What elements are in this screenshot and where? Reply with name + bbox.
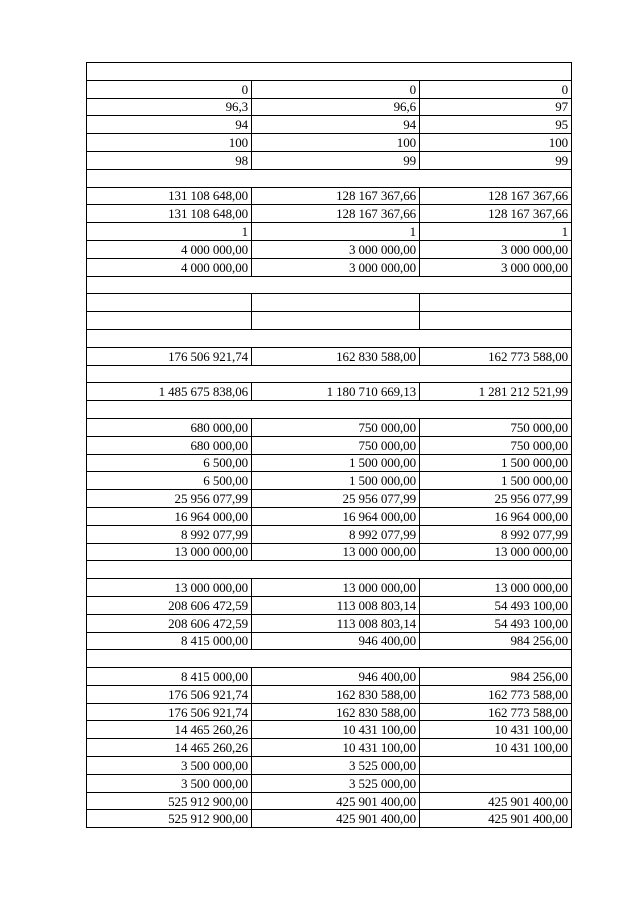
table-cell-col-1 bbox=[87, 561, 252, 579]
table-cell-col-1: 8 992 077,99 bbox=[87, 525, 252, 543]
table-row bbox=[87, 757, 572, 775]
table-cell-col-2: 128 167 367,66 bbox=[252, 187, 420, 205]
table-cell-col-2: 1 500 000,00 bbox=[252, 454, 420, 472]
table-cell-col-2: 13 000 000,00 bbox=[252, 579, 420, 597]
table-cell-col-3 bbox=[420, 774, 572, 792]
table-row bbox=[87, 258, 572, 276]
table-cell-col-1: 4 000 000,00 bbox=[87, 240, 252, 258]
table-cell-col-3: 425 901 400,00 bbox=[420, 792, 572, 810]
table-cell-col-2: 3 000 000,00 bbox=[252, 240, 420, 258]
table-cell-col-1 bbox=[87, 365, 252, 383]
table-cell-col-1: 525 912 900,00 bbox=[87, 792, 252, 810]
table-cell-col-2: 750 000,00 bbox=[252, 436, 420, 454]
table-cell-col-1 bbox=[87, 169, 252, 187]
table-cell-col-1: 680 000,00 bbox=[87, 418, 252, 436]
table-cell-col-3: 3 000 000,00 bbox=[420, 240, 572, 258]
table-cell-col-1: 98 bbox=[87, 151, 252, 169]
table-cell-col-2: 750 000,00 bbox=[252, 418, 420, 436]
table-cell-col-3 bbox=[420, 561, 572, 579]
table-row bbox=[87, 668, 572, 686]
table-spacer-row bbox=[87, 650, 572, 668]
table-cell-col-3: 16 964 000,00 bbox=[420, 507, 572, 525]
table-cell-col-1 bbox=[87, 312, 252, 330]
table-row bbox=[87, 721, 572, 739]
table-cell-col-3: 13 000 000,00 bbox=[420, 543, 572, 561]
table-cell-col-2 bbox=[252, 561, 420, 579]
table-cell-col-1 bbox=[87, 650, 252, 668]
table-cell-col-2: 94 bbox=[252, 116, 420, 134]
table-row bbox=[87, 632, 572, 650]
table-cell-col-3: 54 493 100,00 bbox=[420, 614, 572, 632]
table-row bbox=[87, 418, 572, 436]
table-cell-col-3 bbox=[420, 294, 572, 312]
table-cell-col-1: 131 108 648,00 bbox=[87, 205, 252, 223]
table-cell-col-3 bbox=[420, 401, 572, 419]
table-row bbox=[87, 187, 572, 205]
table-cell-col-3 bbox=[420, 650, 572, 668]
table-row bbox=[87, 739, 572, 757]
table-cell-col-3: 10 431 100,00 bbox=[420, 739, 572, 757]
table-cell-col-2 bbox=[252, 169, 420, 187]
table-cell-col-1 bbox=[87, 294, 252, 312]
table-cell-col-3: 162 773 588,00 bbox=[420, 703, 572, 721]
table-cell-col-2: 100 bbox=[252, 134, 420, 152]
table-spacer-row bbox=[87, 329, 572, 347]
table-cell-col-2: 1 bbox=[252, 223, 420, 241]
table-row bbox=[87, 774, 572, 792]
table-cell-col-3: 54 493 100,00 bbox=[420, 596, 572, 614]
table-cell-col-2 bbox=[252, 329, 420, 347]
table-cell-col-3: 162 773 588,00 bbox=[420, 685, 572, 703]
table-row bbox=[87, 240, 572, 258]
table-row bbox=[87, 507, 572, 525]
table-row bbox=[87, 525, 572, 543]
table-cell-col-1: 14 465 260,26 bbox=[87, 739, 252, 757]
data-table bbox=[86, 62, 572, 828]
table-row bbox=[87, 294, 572, 312]
table-row bbox=[87, 490, 572, 508]
table-cell-col-2: 3 525 000,00 bbox=[252, 757, 420, 775]
table-row bbox=[87, 205, 572, 223]
table-cell-col-1: 96,3 bbox=[87, 98, 252, 116]
table-cell-col-3: 984 256,00 bbox=[420, 632, 572, 650]
table-cell-col-3 bbox=[420, 63, 572, 81]
table-row bbox=[87, 134, 572, 152]
table-row bbox=[87, 151, 572, 169]
table-cell-col-2: 25 956 077,99 bbox=[252, 490, 420, 508]
table-cell-col-1: 176 506 921,74 bbox=[87, 347, 252, 365]
table-cell-col-1: 208 606 472,59 bbox=[87, 596, 252, 614]
table-row bbox=[87, 347, 572, 365]
table-cell-col-1: 1 485 675 838,06 bbox=[87, 383, 252, 401]
table-cell-col-2: 10 431 100,00 bbox=[252, 721, 420, 739]
table-cell-col-2: 99 bbox=[252, 151, 420, 169]
table-row bbox=[87, 312, 572, 330]
table-cell-col-3: 750 000,00 bbox=[420, 418, 572, 436]
table-header-row bbox=[87, 63, 572, 81]
table-cell-col-2: 0 bbox=[252, 80, 420, 98]
table-cell-col-2 bbox=[252, 63, 420, 81]
table-cell-col-3 bbox=[420, 365, 572, 383]
table-cell-col-2: 16 964 000,00 bbox=[252, 507, 420, 525]
table-cell-col-1: 8 415 000,00 bbox=[87, 668, 252, 686]
table-cell-col-1: 6 500,00 bbox=[87, 472, 252, 490]
table-cell-col-2: 946 400,00 bbox=[252, 668, 420, 686]
table-cell-col-3: 750 000,00 bbox=[420, 436, 572, 454]
table-cell-col-1 bbox=[87, 276, 252, 294]
table-cell-col-3: 8 992 077,99 bbox=[420, 525, 572, 543]
table-row bbox=[87, 596, 572, 614]
table-cell-col-2: 8 992 077,99 bbox=[252, 525, 420, 543]
table-cell-col-1 bbox=[87, 401, 252, 419]
table-cell-col-2: 10 431 100,00 bbox=[252, 739, 420, 757]
table-cell-col-1: 16 964 000,00 bbox=[87, 507, 252, 525]
table-cell-col-1: 94 bbox=[87, 116, 252, 134]
table-body bbox=[87, 63, 572, 828]
table-cell-col-3 bbox=[420, 276, 572, 294]
table-cell-col-2: 1 180 710 669,13 bbox=[252, 383, 420, 401]
table-cell-col-2: 3 525 000,00 bbox=[252, 774, 420, 792]
table-cell-col-2: 425 901 400,00 bbox=[252, 792, 420, 810]
table-cell-col-3 bbox=[420, 757, 572, 775]
table-cell-col-1: 208 606 472,59 bbox=[87, 614, 252, 632]
table-cell-col-1: 0 bbox=[87, 80, 252, 98]
table-row bbox=[87, 810, 572, 828]
table-cell-col-1: 8 415 000,00 bbox=[87, 632, 252, 650]
table-cell-col-1: 176 506 921,74 bbox=[87, 703, 252, 721]
table-cell-col-1: 1 bbox=[87, 223, 252, 241]
table-cell-col-1: 13 000 000,00 bbox=[87, 579, 252, 597]
table-cell-col-2: 162 830 588,00 bbox=[252, 347, 420, 365]
table-cell-col-1: 525 912 900,00 bbox=[87, 810, 252, 828]
table-cell-col-1: 14 465 260,26 bbox=[87, 721, 252, 739]
table-cell-col-2: 113 008 803,14 bbox=[252, 614, 420, 632]
table-cell-col-3: 100 bbox=[420, 134, 572, 152]
table-cell-col-2 bbox=[252, 276, 420, 294]
table-cell-col-3: 0 bbox=[420, 80, 572, 98]
table-row bbox=[87, 543, 572, 561]
table-cell-col-1 bbox=[87, 329, 252, 347]
table-cell-col-2: 96,6 bbox=[252, 98, 420, 116]
table-cell-col-2: 162 830 588,00 bbox=[252, 703, 420, 721]
table-cell-col-1 bbox=[87, 63, 252, 81]
table-spacer-row bbox=[87, 561, 572, 579]
table-row bbox=[87, 685, 572, 703]
table-row bbox=[87, 703, 572, 721]
table-cell-col-1: 4 000 000,00 bbox=[87, 258, 252, 276]
table-cell-col-3: 3 000 000,00 bbox=[420, 258, 572, 276]
table-cell-col-1: 6 500,00 bbox=[87, 454, 252, 472]
table-cell-col-3: 97 bbox=[420, 98, 572, 116]
table-cell-col-3: 10 431 100,00 bbox=[420, 721, 572, 739]
table-cell-col-3: 1 bbox=[420, 223, 572, 241]
table-row bbox=[87, 472, 572, 490]
table-cell-col-3: 1 281 212 521,99 bbox=[420, 383, 572, 401]
table-row bbox=[87, 98, 572, 116]
table-cell-col-3: 13 000 000,00 bbox=[420, 579, 572, 597]
table-spacer-row bbox=[87, 169, 572, 187]
table-cell-col-1: 13 000 000,00 bbox=[87, 543, 252, 561]
table-cell-col-1: 131 108 648,00 bbox=[87, 187, 252, 205]
table-cell-col-2: 1 500 000,00 bbox=[252, 472, 420, 490]
table-cell-col-3: 162 773 588,00 bbox=[420, 347, 572, 365]
table-cell-col-3 bbox=[420, 329, 572, 347]
table-row bbox=[87, 579, 572, 597]
table-cell-col-1: 680 000,00 bbox=[87, 436, 252, 454]
table-cell-col-2 bbox=[252, 365, 420, 383]
table-cell-col-1: 3 500 000,00 bbox=[87, 774, 252, 792]
table-row bbox=[87, 792, 572, 810]
table-spacer-row bbox=[87, 401, 572, 419]
table-cell-col-3: 984 256,00 bbox=[420, 668, 572, 686]
table-cell-col-3: 99 bbox=[420, 151, 572, 169]
table-cell-col-2: 113 008 803,14 bbox=[252, 596, 420, 614]
table-cell-col-2: 162 830 588,00 bbox=[252, 685, 420, 703]
table-cell-col-3: 425 901 400,00 bbox=[420, 810, 572, 828]
table-cell-col-2 bbox=[252, 312, 420, 330]
table-cell-col-2: 13 000 000,00 bbox=[252, 543, 420, 561]
table-cell-col-3 bbox=[420, 312, 572, 330]
table-cell-col-2 bbox=[252, 401, 420, 419]
table-row bbox=[87, 116, 572, 134]
table-cell-col-1: 100 bbox=[87, 134, 252, 152]
table-cell-col-1: 176 506 921,74 bbox=[87, 685, 252, 703]
table-row bbox=[87, 223, 572, 241]
table-row bbox=[87, 454, 572, 472]
table-cell-col-3: 1 500 000,00 bbox=[420, 472, 572, 490]
table-row bbox=[87, 80, 572, 98]
table-cell-col-3: 128 167 367,66 bbox=[420, 205, 572, 223]
table-cell-col-3: 128 167 367,66 bbox=[420, 187, 572, 205]
table-cell-col-3: 1 500 000,00 bbox=[420, 454, 572, 472]
table-cell-col-3 bbox=[420, 169, 572, 187]
table-cell-col-2: 128 167 367,66 bbox=[252, 205, 420, 223]
table-row bbox=[87, 614, 572, 632]
table-spacer-row bbox=[87, 365, 572, 383]
table-cell-col-1: 3 500 000,00 bbox=[87, 757, 252, 775]
table-spacer-row bbox=[87, 276, 572, 294]
table-cell-col-3: 95 bbox=[420, 116, 572, 134]
table-cell-col-2: 946 400,00 bbox=[252, 632, 420, 650]
table-cell-col-3: 25 956 077,99 bbox=[420, 490, 572, 508]
table-row bbox=[87, 436, 572, 454]
table-cell-col-1: 25 956 077,99 bbox=[87, 490, 252, 508]
table-cell-col-2 bbox=[252, 650, 420, 668]
table-cell-col-2: 425 901 400,00 bbox=[252, 810, 420, 828]
table-cell-col-2: 3 000 000,00 bbox=[252, 258, 420, 276]
table-cell-col-2 bbox=[252, 294, 420, 312]
table-row bbox=[87, 383, 572, 401]
